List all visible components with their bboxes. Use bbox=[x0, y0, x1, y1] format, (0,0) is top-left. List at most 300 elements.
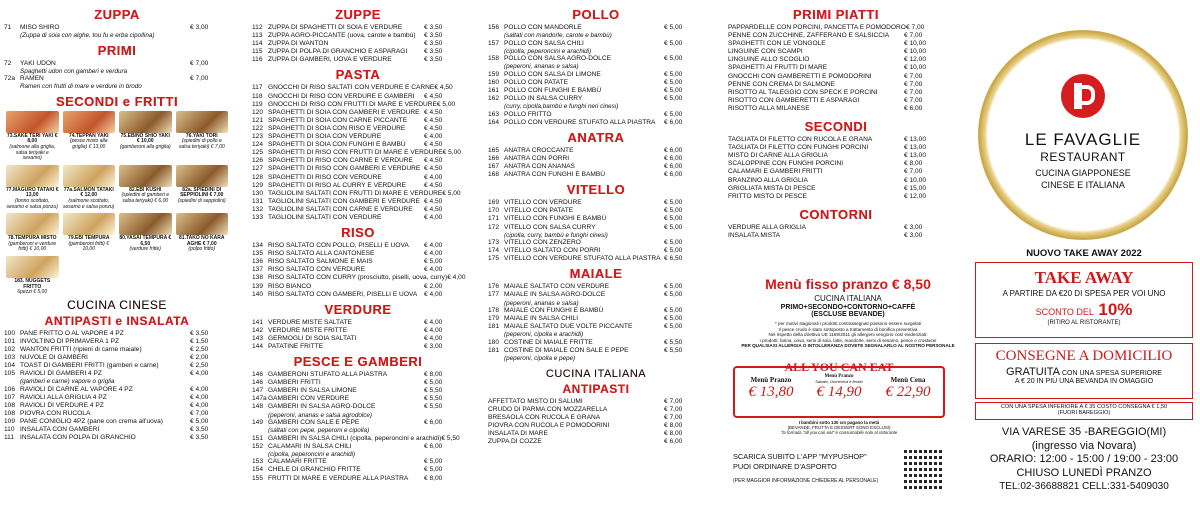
item-name: POLLO CON MANDORLE bbox=[504, 24, 582, 31]
item-price: € 5,00 bbox=[424, 466, 443, 474]
dish-description: (tonno scottato, sesamo e salsa ponzu) bbox=[6, 197, 58, 210]
item-price: € 5,00 bbox=[442, 149, 461, 157]
item-name: VITELLO CON PATATE bbox=[504, 207, 574, 215]
menu-item bbox=[4, 24, 230, 32]
anatra-list bbox=[488, 147, 704, 179]
item-number: 167 bbox=[488, 163, 500, 171]
item-number: 106 bbox=[4, 385, 16, 393]
section-title-cucina-cinese: CUCINA CINESE bbox=[67, 297, 167, 312]
item-price: € 7,00 bbox=[190, 75, 209, 83]
menu-item bbox=[488, 87, 704, 95]
menu-item bbox=[252, 32, 464, 40]
item-name: SPAGHETTI DI SOIA CON RISO E VERDURE bbox=[268, 124, 406, 132]
item-number: 175 bbox=[488, 255, 500, 263]
fisso-desc: PRIMO+SECONDO+CONTORNO+CAFFÈ bbox=[780, 304, 916, 311]
menu-item bbox=[252, 327, 464, 335]
item-description: Ramen con frutti di mare e verdure in brodo bbox=[20, 83, 142, 91]
item-price: € 7,00 bbox=[904, 88, 923, 96]
dish-photo bbox=[6, 256, 59, 278]
dish-photo-card bbox=[6, 256, 59, 296]
item-name: INSALATA MISTA bbox=[728, 231, 781, 239]
item-price: € 5,50 bbox=[424, 395, 443, 403]
spesa-box bbox=[975, 402, 1193, 420]
item-price: € 6,00 bbox=[664, 171, 683, 179]
dish-description: (salmone scottato, sesamo e salsa ponzu) bbox=[63, 197, 115, 210]
dish-photo bbox=[63, 213, 116, 235]
item-price: € 3,50 bbox=[424, 24, 443, 31]
menu-item bbox=[252, 266, 464, 274]
item-number: 116 bbox=[252, 56, 263, 64]
ayce-festivi-price: € 14,90 bbox=[816, 384, 862, 400]
item-price: € 10,00 bbox=[904, 64, 926, 72]
item-price: € 4,00 bbox=[424, 133, 443, 141]
item-name: GRIGLIATA MISTA DI PESCE bbox=[728, 184, 816, 192]
item-name: NUVOLE DI GAMBERI bbox=[20, 353, 88, 361]
item-number: 123 bbox=[252, 133, 264, 141]
item-description: (curry, cipolla,bambù e funghi neri cinesi) bbox=[504, 103, 619, 111]
menu-item bbox=[252, 283, 464, 291]
item-name: PAPPARDELLE CON PORCINI, PANCETTA E POMODORO bbox=[728, 24, 906, 31]
item-price: € 15,00 bbox=[904, 184, 926, 192]
item-number: 71 bbox=[4, 24, 12, 31]
item-description: (cipolla, curry, bambù e funghi cinesi) bbox=[504, 231, 608, 239]
section-title-verdure: VERDURE bbox=[324, 301, 392, 317]
menu-item bbox=[4, 418, 230, 426]
item-price: € 4,00 bbox=[447, 274, 466, 282]
dish-photo bbox=[6, 213, 59, 235]
item-number: 180 bbox=[488, 338, 500, 346]
menu-item bbox=[488, 55, 704, 63]
item-name: SPAGHETTI CON LE VONGOLE bbox=[728, 40, 826, 48]
item-name: VERDURE MISTE SALTATE bbox=[268, 318, 352, 326]
dish-description: (verdure fritte) bbox=[129, 246, 161, 253]
item-price: € 4,50 bbox=[424, 205, 443, 213]
item-name: VITELLO CON VERDURE bbox=[504, 199, 582, 207]
item-name: ZUPPA AGRO-PICCANTE (uova, carote e bambù) bbox=[268, 32, 416, 40]
item-name: BRANZINO ALLA GRIGLIA bbox=[728, 176, 808, 184]
menu-item bbox=[728, 97, 944, 105]
menu-item bbox=[252, 101, 464, 109]
menu-item bbox=[488, 283, 704, 291]
item-number: 174 bbox=[488, 247, 500, 255]
allergen-notes bbox=[728, 321, 968, 349]
dish-description: (spiedini di gamberi e salsa teriyaki) € 6,00 bbox=[121, 192, 170, 204]
riso-list bbox=[252, 242, 464, 299]
menu-item bbox=[488, 315, 704, 323]
dish-name: 183. NUGGETS FRITTO bbox=[14, 277, 51, 290]
item-number: 163 bbox=[488, 110, 500, 118]
item-name: ZUPPA DI POLPA DI GRANCHIO E ASPARAGI bbox=[268, 48, 408, 56]
dish-photo bbox=[176, 165, 229, 187]
item-price: € 5,00 bbox=[664, 215, 683, 223]
column-italian bbox=[728, 4, 944, 274]
item-name: ZUPPA DI COZZE bbox=[488, 438, 542, 445]
item-name: ANATRA CON ANANAS bbox=[504, 163, 575, 171]
menu-item bbox=[728, 40, 944, 48]
cuisine-line-1: CUCINA GIAPPONESE bbox=[1035, 168, 1131, 178]
item-price: € 5,50 bbox=[441, 434, 460, 442]
ayce-festivi-sub: Sabato, Domenica e festivi bbox=[815, 379, 863, 384]
item-price: € 5,00 bbox=[664, 315, 683, 323]
dish-photo-card bbox=[63, 165, 116, 210]
section-title-zuppe: ZUPPE bbox=[335, 7, 381, 22]
menu-item bbox=[488, 255, 704, 263]
item-number: 126 bbox=[252, 157, 264, 165]
item-number: 118 bbox=[252, 92, 263, 100]
pesce-list bbox=[252, 371, 464, 483]
app-line-3: (PER MAGGIOR INFORMAZIONE CHIEDERE AL PERSONALE) bbox=[733, 478, 879, 484]
consegne-title: CONSEGNE A DOMICILIO bbox=[995, 348, 1173, 364]
section-title-secondi-ita: SECONDI bbox=[804, 119, 868, 135]
ayce-note-3: "la formula "all you can eat" è consumabile solo al ristorante bbox=[780, 430, 898, 436]
restaurant-name: LE FAVAGLIE bbox=[1024, 130, 1142, 149]
item-name: PATATINE FRITTE bbox=[268, 343, 324, 350]
sconto-line bbox=[976, 300, 1192, 320]
item-number: 143 bbox=[252, 334, 264, 342]
menu-item bbox=[728, 48, 944, 56]
item-description: (peperoni, ananas e salsa) bbox=[504, 63, 579, 71]
pasta-list bbox=[252, 84, 464, 222]
menu-item bbox=[252, 109, 464, 117]
ayce-festivi-label: Menù Pranzo bbox=[824, 374, 854, 379]
item-name: RISO SALTATO CON CURRY (prosciutto, piselli, uova, curry) bbox=[268, 274, 448, 282]
item-price: € 7,00 bbox=[904, 72, 923, 80]
sconto-label: SCONTO DEL bbox=[1035, 307, 1094, 317]
pollo-list bbox=[488, 24, 704, 127]
app-line-2: PUOI ORDINARE D'ASPORTO bbox=[733, 462, 837, 471]
ayce-note-2: (BEVANDE, FRUTTA E DESSERT SONO ESCLUSI) bbox=[787, 425, 891, 431]
item-price: € 4,00 bbox=[424, 173, 443, 181]
item-description: (peperoni, ananas e salsa) bbox=[504, 299, 579, 307]
menu-item bbox=[252, 133, 464, 141]
ayce-cena bbox=[875, 376, 941, 401]
item-number: 102 bbox=[4, 345, 16, 353]
item-number: 181 bbox=[488, 346, 500, 354]
item-number: 120 bbox=[252, 108, 264, 116]
item-price: € 7,00 bbox=[664, 405, 683, 413]
item-number: 144 bbox=[252, 343, 264, 350]
item-name: RAMEN bbox=[20, 75, 44, 83]
item-number: 134 bbox=[252, 242, 264, 250]
take-away-title: TAKE AWAY bbox=[1034, 268, 1134, 287]
item-price: € 3,50 bbox=[190, 329, 209, 337]
dish-description: (gamberoni e verdure fritti) € 10,00 bbox=[8, 240, 57, 253]
item-number: 147 bbox=[252, 387, 264, 395]
contorni-list bbox=[728, 224, 944, 240]
item-price: € 4,50 bbox=[424, 157, 443, 165]
menu-item bbox=[4, 346, 230, 354]
menu-item bbox=[488, 171, 704, 179]
item-description: Spaghetti udon con gamberi e verdura bbox=[20, 67, 128, 75]
ayce-note-1: I bambini sotto 130 cm pagano la metà bbox=[798, 420, 880, 425]
item-price: € 6,00 bbox=[664, 154, 683, 162]
item-price: € 4,50 bbox=[424, 181, 443, 189]
fisso-title: Menù fisso pranzo € 8,50 bbox=[765, 276, 931, 292]
item-price: € 6,00 bbox=[664, 118, 683, 126]
item-name: VITELLO SALTATO CON PORRI bbox=[504, 247, 601, 255]
item-name: PANE CONIGLIO 4PZ (pane con crema all'uova) bbox=[20, 418, 163, 426]
item-name: GAMBERI IN SALSA AGRO-DOLCE bbox=[268, 403, 376, 411]
item-number: 159 bbox=[488, 70, 500, 78]
menu-item bbox=[728, 232, 944, 240]
item-name: TOAST DI GAMBERI FRITTI (gamberi e carne) bbox=[20, 362, 159, 370]
contact-info bbox=[975, 426, 1193, 494]
item-number: 113 bbox=[252, 32, 263, 40]
dish-name: 73.SAKE TERI YAKI € 8,00 bbox=[6, 132, 58, 145]
item-name: POLLO CON SALSA CHILI bbox=[504, 39, 584, 47]
menu-item bbox=[488, 239, 704, 247]
item-number: 133 bbox=[252, 213, 264, 221]
item-name: CALAMARI FRITTE bbox=[268, 458, 327, 466]
item-number: 141 bbox=[252, 318, 264, 326]
item-number: 132 bbox=[252, 205, 264, 213]
item-name: LINGUINE ALLO SCOGLIO bbox=[728, 56, 810, 64]
item-price: € 5,00 bbox=[664, 223, 683, 231]
menu-item bbox=[4, 338, 230, 346]
item-description: (cipolla, peperoncini e arachidi) bbox=[504, 47, 592, 55]
menu-item bbox=[252, 274, 464, 282]
dish-description: (gamberoni alla griglia) bbox=[119, 143, 171, 150]
dish-photo bbox=[176, 213, 229, 235]
section-title-primi: PRIMI bbox=[97, 42, 137, 58]
menu-item bbox=[252, 198, 464, 206]
item-name: RISO SALTATO CON POLLO, PISELLI E UOVA bbox=[268, 242, 409, 250]
section-title-zuppa: ZUPPA bbox=[94, 7, 140, 22]
item-price: € 4,00 bbox=[424, 242, 443, 250]
item-name: SPAGHETTI DI SOIA CON GAMBERI E VERDURE bbox=[268, 108, 420, 116]
menu-item bbox=[252, 419, 464, 427]
section-title-anatra: ANATRA bbox=[567, 129, 625, 145]
item-name: POLLO CON PATATE bbox=[504, 78, 568, 86]
item-price: € 6,00 bbox=[664, 146, 683, 154]
zuppe-list bbox=[252, 24, 464, 64]
dish-description: (gamberoni fritti) € 10,00 bbox=[68, 240, 110, 253]
item-price: € 5,00 bbox=[190, 418, 209, 426]
item-price: € 5,00 bbox=[664, 110, 683, 118]
menu-item bbox=[252, 141, 464, 149]
menu-item bbox=[488, 422, 704, 430]
item-price: € 13,00 bbox=[904, 144, 926, 152]
item-price: € 12,00 bbox=[904, 56, 926, 64]
item-name: CALAMARI E GAMBERI FRITTI bbox=[728, 168, 823, 176]
item-price: € 1,50 bbox=[190, 337, 209, 345]
gratuita-rest: CON UNA SPESA SUPERIORE bbox=[1061, 370, 1162, 377]
dish-name: 77.MAGURO TATAKI € 13,00 bbox=[6, 186, 59, 199]
ayce-cena-price: € 22,90 bbox=[885, 384, 931, 400]
telefono: TEL:02-36688821 CELL:331-5409030 bbox=[999, 481, 1169, 493]
menu-item bbox=[728, 32, 944, 40]
column-chinese-1 bbox=[252, 4, 464, 504]
item-number: 179 bbox=[488, 315, 500, 323]
item-price: € 8,00 bbox=[664, 421, 683, 429]
dish-description: (polpo fritto) bbox=[188, 246, 216, 253]
item-name: GAMBERI CON SALE E PEPE bbox=[268, 419, 360, 427]
item-price: € 4,00 bbox=[424, 334, 443, 342]
menu-item bbox=[728, 168, 944, 176]
item-name: VITELLO CON VERDURE STUFATO ALLA PIASTRA bbox=[504, 255, 661, 263]
verdure-list bbox=[252, 319, 464, 351]
menu-item bbox=[252, 250, 464, 258]
menu-item bbox=[4, 426, 230, 434]
dish-name: 81.TAKO NO KARA AGHE € 7,00 bbox=[179, 235, 225, 247]
item-number: 178 bbox=[488, 307, 500, 315]
dish-photo-card bbox=[63, 213, 116, 253]
menu-item bbox=[728, 73, 944, 81]
menu-item bbox=[252, 343, 464, 351]
item-price: € 4,00 bbox=[190, 385, 209, 393]
item-name: LINGUINE CON SCAMPI bbox=[728, 48, 803, 56]
dish-description: 6pezzi € 5,00 bbox=[17, 289, 48, 296]
item-number: 177 bbox=[488, 291, 500, 299]
dish-name: 77a.SALMON TATAKI € 12,00 bbox=[63, 186, 114, 199]
cuisine-line-2: CINESE E ITALIANA bbox=[1041, 180, 1125, 190]
allergen-note: Il pesce crudo è stato sottoposto a trattamento di bonifica preventiva bbox=[778, 326, 918, 332]
item-price: € 10,00 bbox=[904, 176, 926, 184]
item-price: € 6,00 bbox=[904, 104, 923, 112]
item-price: € 3,50 bbox=[190, 434, 209, 442]
item-description: (cipolla, peperoncini e arachidi) bbox=[268, 450, 356, 458]
item-name: VERDURE ALLA GRIGLIA bbox=[728, 223, 807, 231]
item-price: € 5,00 bbox=[664, 78, 683, 86]
item-price: € 6,00 bbox=[664, 163, 683, 171]
item-price: € 6,00 bbox=[424, 442, 443, 450]
item-price: € 5,50 bbox=[424, 387, 443, 395]
item-name: AFFETTATO MISTO DI SALUMI bbox=[488, 397, 583, 405]
dish-photo-card bbox=[119, 165, 172, 210]
item-number: 117 bbox=[252, 84, 263, 92]
all-you-can-eat-box bbox=[733, 360, 945, 418]
item-price: € 4,00 bbox=[190, 401, 209, 409]
menu-item bbox=[488, 119, 704, 127]
dish-photo bbox=[63, 111, 116, 133]
section-title-contorni: CONTORNI bbox=[799, 206, 873, 222]
item-price: € 3,00 bbox=[190, 24, 209, 31]
item-price: € 5,00 bbox=[424, 379, 443, 387]
item-description: (saltati con mandorle, carote e bambù) bbox=[504, 32, 612, 40]
item-name: RISO SALTATO ALLA CANTONESE bbox=[268, 250, 375, 258]
item-number: 139 bbox=[252, 282, 264, 290]
item-price: € 3,50 bbox=[424, 56, 443, 64]
dish-photo-card bbox=[119, 111, 172, 162]
menu-item bbox=[252, 125, 464, 133]
allergen-note: Nel rispetto della direttiva UE 1169/2011 gli allergeni vengono così evidenziati: bbox=[768, 332, 928, 338]
item-price: € 13,00 bbox=[904, 136, 926, 144]
section-title-riso: RISO bbox=[341, 225, 375, 241]
item-price: € 4,50 bbox=[424, 165, 443, 173]
menu-item bbox=[728, 193, 944, 201]
item-name: POLLO CON FUNGHI E BAMBÙ bbox=[504, 86, 602, 94]
item-number: 146 bbox=[252, 371, 264, 379]
item-name: GNOCCHI CON GAMBERETTI E POMODORINI bbox=[728, 72, 872, 80]
menu-item bbox=[488, 147, 704, 155]
dish-name: 79.EBI TEMPURA bbox=[68, 235, 110, 242]
item-price: € 2,00 bbox=[424, 282, 443, 290]
item-name: PENNE CON ZUCCHINE, ZAFFERANO E SALSICCIA bbox=[728, 32, 890, 40]
item-price: € 4,50 bbox=[424, 108, 443, 116]
menu-item bbox=[488, 95, 704, 103]
item-number: 101 bbox=[4, 337, 16, 345]
item-name: COSTINE DI MAIALE CON SALE E PEPE bbox=[504, 346, 629, 354]
item-price: € 4,00 bbox=[424, 213, 443, 221]
item-name: POLLO CON VERDURE STUFATO ALLA PIASTRA bbox=[504, 118, 656, 126]
ayce-pranzo-label: Menù Pranzo bbox=[750, 376, 792, 384]
item-number: 100 bbox=[4, 329, 16, 337]
item-number: 160 bbox=[488, 78, 500, 86]
item-price: € 7,00 bbox=[904, 32, 923, 40]
menu-item bbox=[252, 443, 464, 451]
item-price: € 5,00 bbox=[664, 323, 683, 331]
item-name: SPAGHETTI AI FRUTTI DI MARE bbox=[728, 64, 828, 72]
item-price: € 5,00 bbox=[424, 258, 443, 266]
allergen-note: I prodotti: farina, uova, semi di soia, latte, mandorle, semi di sesamo, pesce e crostacei bbox=[759, 337, 937, 343]
section-title-pasta: PASTA bbox=[335, 67, 381, 83]
ayce-notes bbox=[733, 420, 945, 436]
dish-name: 76.YAKI TORI bbox=[185, 132, 218, 139]
qr-code-icon[interactable] bbox=[902, 449, 942, 489]
dish-name: 82.EBI KUSHI bbox=[129, 186, 162, 193]
item-name: VITELLO CON SALSA CURRY bbox=[504, 223, 596, 231]
column-chinese-2 bbox=[488, 4, 704, 504]
item-number: 157 bbox=[488, 39, 500, 47]
menu-item bbox=[488, 224, 704, 232]
item-price: € 6,00 bbox=[664, 438, 683, 445]
item-name: COSTINE DI MAIALE FRITTE bbox=[504, 338, 593, 346]
menu-item bbox=[4, 75, 230, 83]
item-price: € 8,00 bbox=[904, 160, 923, 168]
menu-item bbox=[488, 414, 704, 422]
item-price: € 8,00 bbox=[664, 429, 683, 437]
menu-item bbox=[728, 144, 944, 152]
menu-item bbox=[252, 458, 464, 466]
item-price: € 4,50 bbox=[424, 141, 443, 149]
item-price: € 5,50 bbox=[424, 403, 443, 411]
item-name: ZUPPA DI GAMBERI, UOVA E VERDURE bbox=[268, 56, 392, 64]
sconto-note: (RITIRO AL RISTORANTE) bbox=[1047, 320, 1121, 326]
item-price: € 7,00 bbox=[904, 168, 923, 176]
item-price: € 3,50 bbox=[424, 48, 443, 56]
item-name: RAVIOLI DI VERDURE 4 PZ bbox=[20, 401, 104, 409]
chiuso: CHIUSO LUNEDÌ PRANZO bbox=[1016, 466, 1152, 479]
item-description: (peperoni, cipolla e arachidi) bbox=[504, 331, 584, 339]
dish-photo-card bbox=[63, 111, 116, 162]
item-name: RAVIOLI ALLA GRIGLIA 4 PZ bbox=[20, 393, 107, 401]
menu-item bbox=[252, 258, 464, 266]
item-price: € 10,00 bbox=[904, 48, 926, 56]
fisso-excl: (ESCLUSE BEVANDE) bbox=[811, 311, 885, 318]
item-name: RAVIOLI DI CARNE AL VAPORE 4 PZ bbox=[20, 385, 133, 393]
gratuita: GRATUITA bbox=[1006, 366, 1061, 378]
restaurant-type: RESTAURANT bbox=[1040, 150, 1126, 164]
item-name: RISO SALTATO CON GAMBERI, PISELLI E UOVA bbox=[268, 290, 418, 298]
item-price: € 4,00 bbox=[190, 370, 209, 378]
ingresso: (ingresso via Novara) bbox=[1031, 439, 1137, 452]
item-price: € 5,00 bbox=[664, 95, 683, 103]
menu-item bbox=[252, 84, 464, 92]
item-number: 166 bbox=[488, 154, 500, 162]
item-name: MAIALE SALTATO DUE VOLTE PICCANTE bbox=[504, 323, 633, 331]
item-price: € 4,00 bbox=[424, 266, 443, 274]
item-description: (peperoni, ananas e salsa agrodolce) bbox=[268, 411, 372, 419]
item-description: (peperoni, cipolla e pepe) bbox=[504, 355, 576, 363]
menu-item bbox=[488, 79, 704, 87]
item-name: MAIALE SALTATO CON VERDURE bbox=[504, 283, 610, 291]
item-number: 147a bbox=[252, 395, 267, 403]
take-away-line: A PARTIRE DA €20 DI SPESA PER VOI UNO bbox=[1002, 289, 1166, 298]
item-price: € 3,00 bbox=[424, 343, 443, 350]
menu-item bbox=[488, 40, 704, 48]
item-number: 171 bbox=[488, 215, 500, 223]
item-price: € 5,50 bbox=[664, 346, 683, 354]
